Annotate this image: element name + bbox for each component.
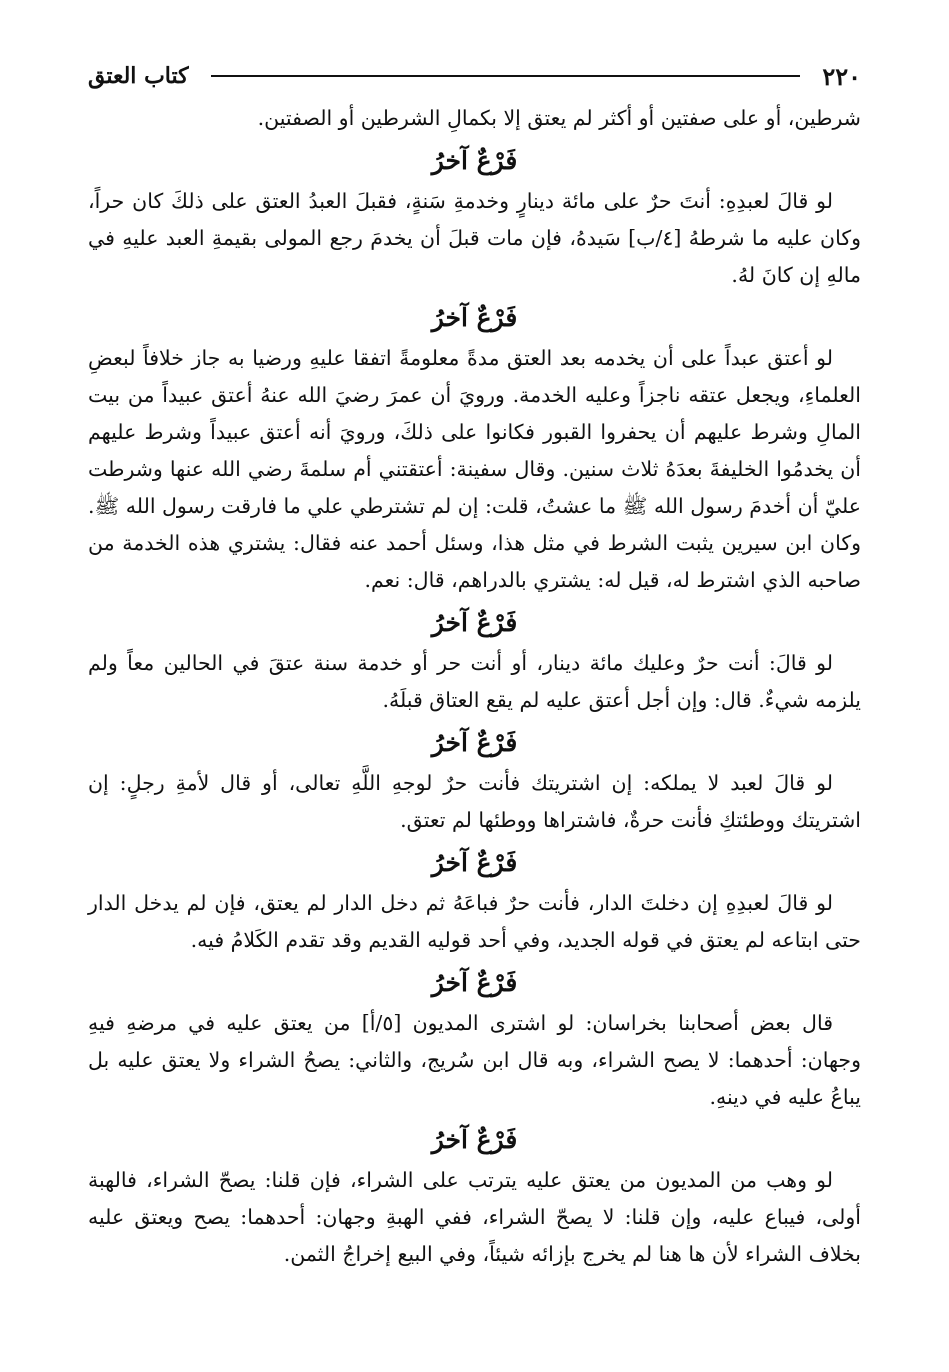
section-2 bbox=[88, 298, 861, 599]
section-heading: فَرْعٌ آخرُ bbox=[431, 728, 518, 757]
section-7 bbox=[88, 1120, 861, 1273]
header-rule bbox=[211, 75, 801, 77]
section-paragraph: لو أعتق عبداً على أن يخدمه بعد العتق مدةً معلومةً اتفقا عليهِ ورضيا به جاز خلافاً لبعضِ العلماءِ، ويجعل عتقه ناجزاً وعليه الخدمة. ورويَ أن عمرَ رضيَ الله عنهُ أعتق عبيداً من بيت المالِ وشرط عليهم أن يحفروا القبور فكانوا على ذلكَ، ورويَ أنه أعتق عبيداً وشرط عليهم أن يخدمُوا الخليفةَ بعدَهُ ثلاث سنين. وقال سفينة: أعتقتني أم سلمةَ رضي الله عنها وشرطت عليّ أن أخدمَ رسول الله ﷺ ما عشتُ، قلت: إن لم تشترطي علي ما فارقت رسول الله ﷺ. وكان ابن سيرين يثبت الشرط في مثل هذا، وسئل أحمد عنه فقال: يشتري هذه الخدمة من صاحبه الذي اشترط له، قيل له: يشتري بالدراهم، قال: نعم. bbox=[88, 346, 861, 592]
section-heading: فَرْعٌ آخرُ bbox=[431, 303, 518, 332]
running-header bbox=[88, 58, 861, 94]
section-heading: فَرْعٌ آخرُ bbox=[431, 608, 518, 637]
intro-paragraph: شرطين، أو على صفتين أو أكثر لم يعتق إلا بكمالِ الشرطين أو الصفتين. bbox=[257, 106, 861, 130]
section-1 bbox=[88, 141, 861, 294]
section-paragraph: لو قالَ لعبدِهِ إن دخلتَ الدار، فأنت حرٌ فباعَهُ ثم دخل الدار لم يعتق، فإن لم يدخل الدار حتى ابتاعه لم يعتق في قوله الجديد، وفي أحد قوليه القديم وقد تقدم الكَلامُ فيه. bbox=[88, 891, 861, 952]
section-heading: فَرْعٌ آخرُ bbox=[431, 1125, 518, 1154]
page-number: ٢٢٠ bbox=[822, 61, 861, 91]
section-3 bbox=[88, 603, 861, 719]
section-paragraph: لو قالَ: أنت حرٌ وعليك مائة دينار، أو أنت حر أو خدمة سنة عتقَ في الحالين معاً ولم يلزمه شيءٌ. قال: وإن أجل أعتق عليه لم يقع العتاق قبلَهُ. bbox=[88, 651, 861, 712]
section-heading: فَرْعٌ آخرُ bbox=[431, 848, 518, 877]
book-title: كتاب العتق bbox=[88, 63, 189, 89]
section-heading: فَرْعٌ آخرُ bbox=[431, 968, 518, 997]
section-paragraph: لو قالَ لعبد لا يملكه: إن اشتريتك فأنت حرٌ لوجهِ اللَّهِ تعالى، أو قال لأمةِ رجلٍ: إن اشتريتك ووطئتكِ فأنت حرةٌ، فاشتراها ووطئها لم تعتق. bbox=[88, 771, 861, 832]
section-5 bbox=[88, 843, 861, 959]
section-paragraph: لو وهب من المديون من يعتق عليه يترتب على الشراء، فإن قلنا: يصحّ الشراء، فالهبة أولى، فيباع عليه، وإن قلنا: لا يصحّ الشراء، ففي الهبةِ وجهان: أحدهما: يصح ويعتق عليه بخلاف الشراء لأن ها هنا لم يخرج بإزائه شيئاً، وفي البيع إخراجُ الثمن. bbox=[88, 1168, 861, 1266]
section-paragraph: قال بعض أصحابنا بخراسان: لو اشترى المديون [٥/أ] من يعتق عليه في مرضهِ فيهِ وجهان: أحدهما: لا يصح الشراء، وبه قال ابن سُريج، والثاني: يصحُ الشراء ولا يعتق عليه بل يباعُ عليه في دينهِ. bbox=[88, 1011, 861, 1109]
section-heading: فَرْعٌ آخرُ bbox=[431, 146, 518, 175]
section-6 bbox=[88, 963, 861, 1116]
section-4 bbox=[88, 723, 861, 839]
section-paragraph: لو قالَ لعبدِهِ: أنتَ حرٌ على مائة دينارٍ وخدمةِ سَنةٍ، فقبلَ العبدُ العتق على ذلكَ كان حراً، وكان عليه ما شرطهُ [٤/ب] سَيدهُ، فإن مات قبلَ أن يخدمَ رجع المولى بقيمةِ العبد عليهِ في مالهِ إن كانَ لهُ. bbox=[88, 189, 861, 287]
